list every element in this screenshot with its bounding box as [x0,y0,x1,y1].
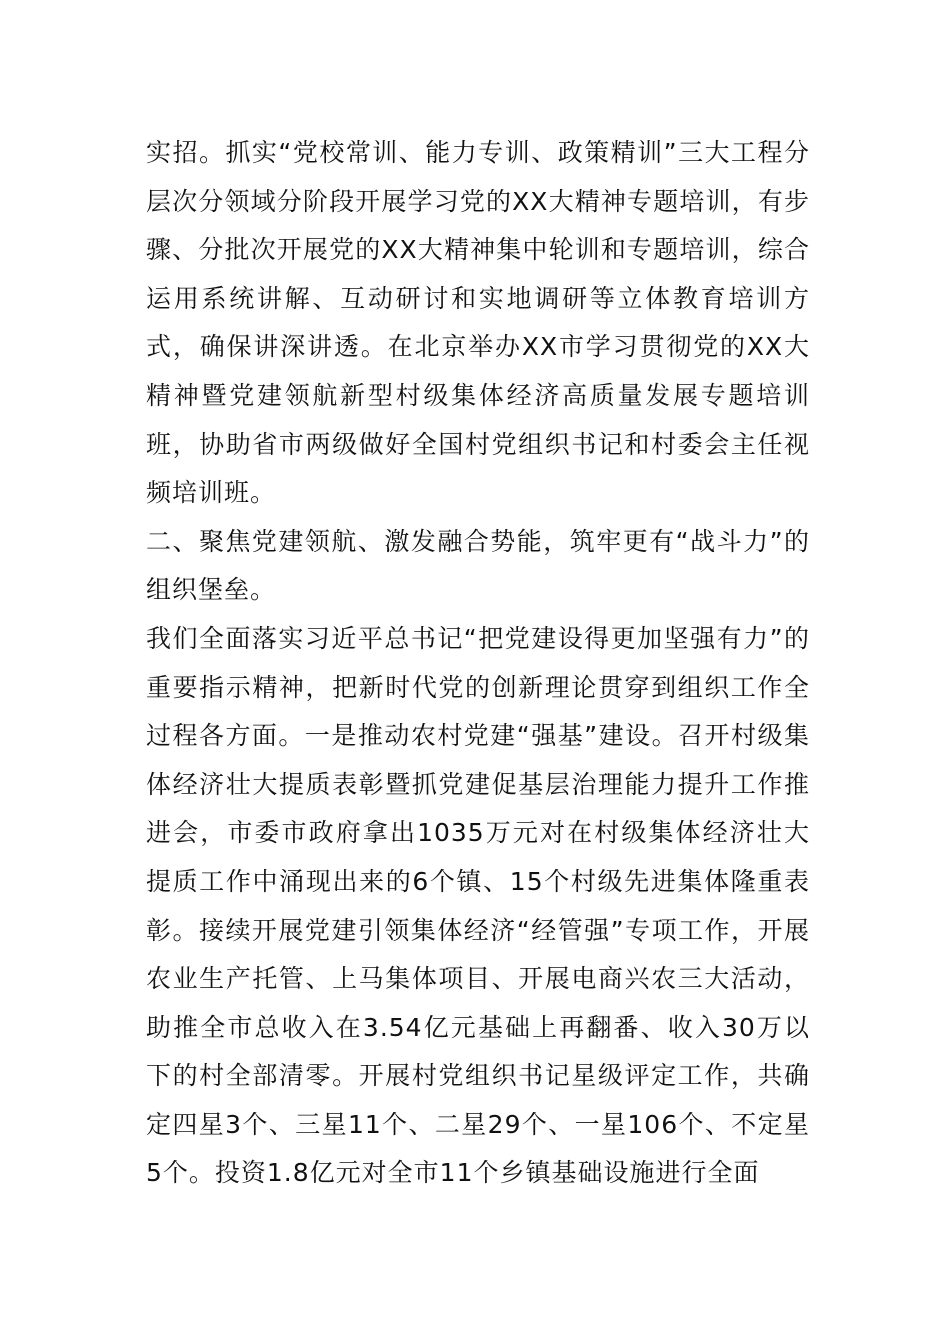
document-body [146,129,810,1198]
section-heading-two: 二、聚焦党建领航、激发融合势能，筑牢更有“战斗力”的组织堡垒。 [146,526,810,605]
body-paragraph-continuation: 实招。抓实“党校常训、能力专训、政策精训”三大工程分层次分领域分阶段开展学习党的XX大精神专题培训，有步骤、分批次开展党的XX大精神集中轮训和专题培训，综合运用系统讲解、互动研讨和实地调研等立体教育培训方式，确保讲深讲透。在北京举办XX市学习贯彻党的XX大精神暨党建领航新型村级集体经济高质量发展专题培训班，协助省市两级做好全国村党组织书记和村委会主任视频培训班。 [146,138,810,508]
body-paragraph-section-two: 我们全面落实习近平总书记“把党建设得更加坚强有力”的重要指示精神，把新时代党的创新理论贯穿到组织工作全过程各方面。一是推动农村党建“强基”建设。召开村级集体经济壮大提质表彰暨抓党建促基层治理能力提升工作推进会，市委市政府拿出1035万元对在村级集体经济壮大提质工作中涌现出来的6个镇、15个村级先进集体隆重表彰。接续开展党建引领集体经济“经管强”专项工作，开展农业生产托管、上马集体项目、开展电商兴农三大活动，助推全市总收入在3.54亿元基础上再翻番、收入30万以下的村全部清零。开展村党组织书记星级评定工作，共确定四星3个、三星11个、二星29个、一星106个、不定星5个。投资1.8亿元对全市11个乡镇基础设施进行全面 [146,623,810,1188]
